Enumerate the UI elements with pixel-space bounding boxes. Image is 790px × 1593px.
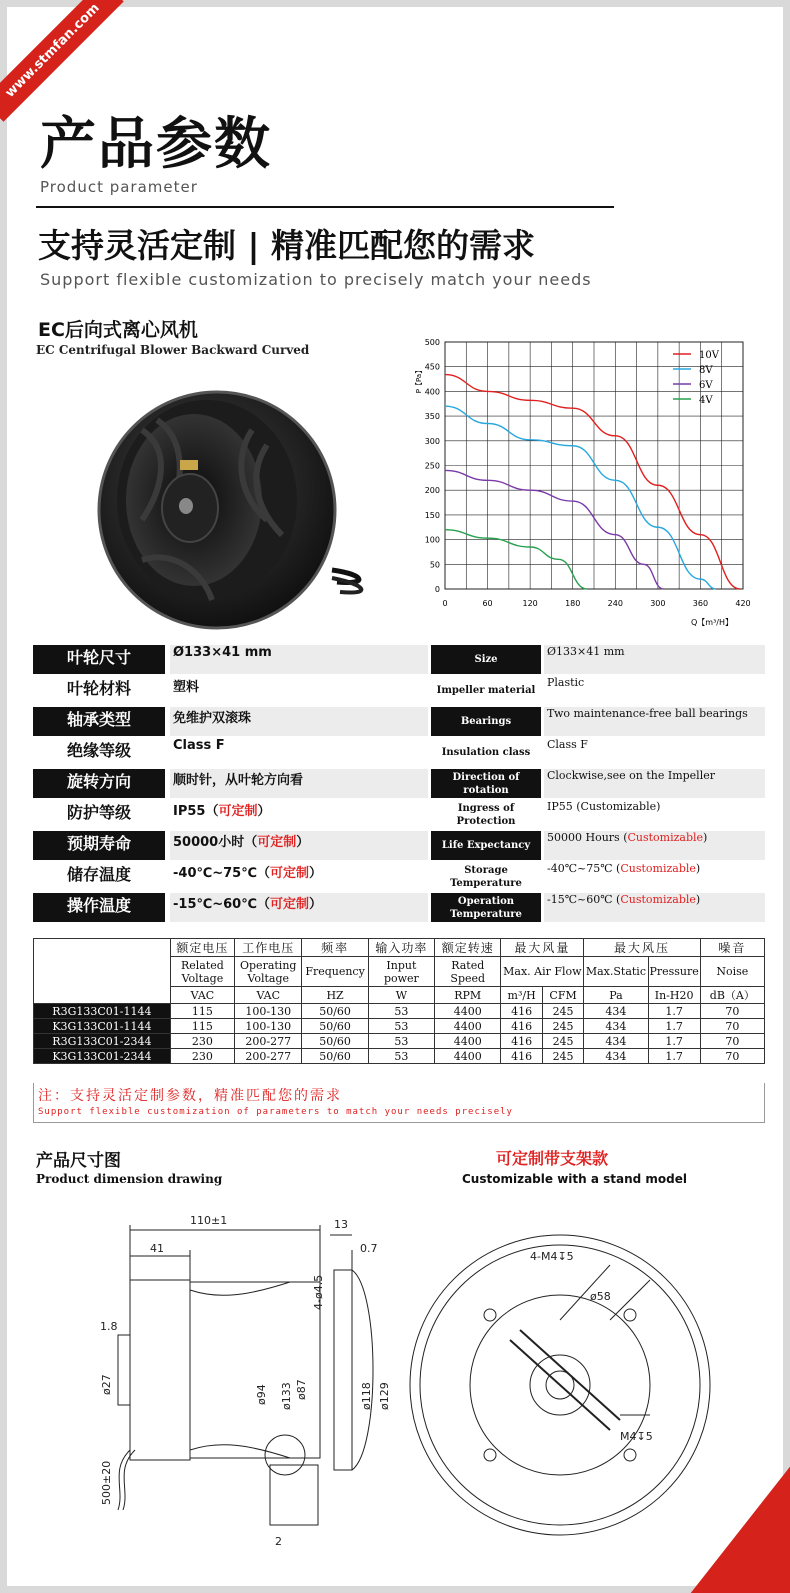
spec-value-text: Two maintenance-free ball bearings xyxy=(547,707,748,720)
spec-row xyxy=(33,769,765,798)
table-corner-cell xyxy=(34,939,171,1004)
side-view-body xyxy=(130,1280,190,1460)
spec-value-text: Ø133×41 mm xyxy=(173,645,272,660)
header-en: Frequency xyxy=(302,957,368,987)
unit-cell: m³/H xyxy=(501,987,542,1004)
spec-label-cn: 绝缘等级 xyxy=(66,741,131,760)
unit-cell: VAC xyxy=(170,987,234,1004)
table-cell: 230 xyxy=(170,1049,234,1064)
unit-cell: dB（A） xyxy=(700,987,764,1004)
dim-label: ø94 xyxy=(255,1384,268,1405)
table-cell: 70 xyxy=(700,1034,764,1049)
dim-label: M4↧5 xyxy=(620,1430,653,1443)
dim-label: 110±1 xyxy=(190,1214,228,1227)
table-cell: 100-130 xyxy=(235,1004,302,1019)
spec-label-en: Operation Temperature xyxy=(431,893,541,922)
table-cell: 4400 xyxy=(435,1019,501,1034)
corner-item-en: Iterm xyxy=(126,957,160,971)
table-cell: 53 xyxy=(368,1049,434,1064)
stand-title-en: Customizable with a stand model xyxy=(462,1172,687,1186)
spec-label-en: Impeller material xyxy=(436,685,536,696)
chart-legend-label: 4V xyxy=(699,395,713,406)
customizable-tag: 可定制 xyxy=(218,804,258,819)
chart-ytick: 400 xyxy=(424,387,440,397)
chart-xlabel: Q【m³/H】 xyxy=(690,618,733,627)
table-cell: 245 xyxy=(542,1004,583,1019)
spec-value-text: 免维护双滚珠 xyxy=(173,711,252,726)
spec-row xyxy=(33,707,765,736)
table-cell: 230 xyxy=(170,1034,234,1049)
chart-ytick: 0 xyxy=(434,585,440,594)
chart-xtick: 180 xyxy=(565,599,581,608)
chart-ytick: 450 xyxy=(424,362,440,372)
table-cell: 53 xyxy=(368,1004,434,1019)
model-cell: R3G133C01-2344 xyxy=(34,1034,171,1049)
chart-xtick: 0 xyxy=(442,599,448,608)
dimension-drawing xyxy=(90,1210,770,1550)
spec-label-en: Direction of rotation xyxy=(431,769,541,798)
header-cn: 工作电压 xyxy=(235,939,302,957)
spec-label-cn: 旋转方向 xyxy=(33,769,165,798)
dimension-title-en: Product dimension drawing xyxy=(36,1172,223,1186)
spec-value-en xyxy=(544,707,765,736)
dim-label: 4-ø4.5 xyxy=(312,1274,325,1310)
header-cn: 频率 xyxy=(302,939,368,957)
spec-label-en: Storage Temperature xyxy=(450,864,522,889)
slogan: 支持灵活定制 | 精准匹配您的需求 xyxy=(38,226,536,265)
side-view-impeller xyxy=(190,1282,320,1458)
dim-label: 41 xyxy=(150,1242,164,1255)
spec-value-text: 塑料 xyxy=(173,680,200,695)
table-cell: 416 xyxy=(501,1034,542,1049)
table-cell: 1.7 xyxy=(648,1004,700,1019)
dim-label: 0.7 xyxy=(360,1242,378,1255)
chart-legend-label: 6V xyxy=(699,380,713,391)
corner-model-cn: 型号 xyxy=(46,969,71,983)
chart-ytick: 350 xyxy=(424,412,440,422)
table-cell: 416 xyxy=(501,1049,542,1064)
table-cell: 245 xyxy=(542,1034,583,1049)
dim-label: 2 xyxy=(275,1535,282,1548)
dim-label: ø87 xyxy=(295,1379,308,1400)
spec-close: ) xyxy=(695,893,701,906)
table-cell: 115 xyxy=(170,1004,234,1019)
note-en: Support flexible customization of parameters to match your needs precisely xyxy=(38,1107,513,1117)
stand-title: 可定制带支架款 xyxy=(496,1149,609,1168)
chart-legend-label: 10V xyxy=(699,350,719,361)
header-en: Operating Voltage xyxy=(235,957,302,987)
unit-cell: W xyxy=(368,987,434,1004)
table-cell: 50/60 xyxy=(302,1019,368,1034)
spec-value-text: Class F xyxy=(547,738,588,751)
unit-cell: RPM xyxy=(435,987,501,1004)
spec-row xyxy=(33,831,765,860)
chart-ytick: 50 xyxy=(429,560,440,570)
header-en: Noise xyxy=(700,957,764,987)
page-title: 产品参数 xyxy=(40,112,272,177)
spec-value-text: -15℃~60℃（ xyxy=(173,897,270,912)
spec-row xyxy=(33,738,765,767)
performance-chart xyxy=(405,335,780,630)
spec-value-cn xyxy=(170,800,428,829)
table-cell: 416 xyxy=(501,1004,542,1019)
header-cn: 最大风量 xyxy=(501,939,584,957)
spec-value-cn xyxy=(170,862,428,891)
brand-ribbon[interactable]: www.stmfan.com xyxy=(0,0,124,122)
unit-cell: HZ xyxy=(302,987,368,1004)
chart-ytick: 100 xyxy=(424,535,440,545)
table-cell: 115 xyxy=(170,1019,234,1034)
spec-close: ） xyxy=(308,866,322,881)
spec-label-en: Size xyxy=(431,645,541,674)
note-box xyxy=(33,1083,765,1123)
spec-row xyxy=(33,893,765,922)
model-cell: K3G133C01-1144 xyxy=(34,1019,171,1034)
spec-value-text: Ø133×41 mm xyxy=(547,645,625,658)
table-row xyxy=(34,1034,765,1049)
note-cn: 注：支持灵活定制参数，精准匹配您的需求 xyxy=(38,1088,342,1104)
corner-ribbon xyxy=(686,1459,790,1593)
unit-cell: In-H20 xyxy=(648,987,700,1004)
customizable-tag: Customizable xyxy=(620,862,696,875)
spec-close: ） xyxy=(308,897,322,912)
spec-label-cn: 操作温度 xyxy=(33,893,165,922)
header-cn: 输入功率 xyxy=(368,939,434,957)
fan-product-image xyxy=(82,360,372,650)
table-cell: 434 xyxy=(584,1019,648,1034)
table-cell: 200-277 xyxy=(235,1034,302,1049)
customizable-tag: 可定制 xyxy=(257,835,297,850)
table-cell: 200-277 xyxy=(235,1049,302,1064)
spec-label-cn: 叶轮尺寸 xyxy=(33,645,165,674)
header-en: Pressure xyxy=(648,957,700,987)
spec-row xyxy=(33,645,765,674)
table-cell: 434 xyxy=(584,1004,648,1019)
table-cell: 4400 xyxy=(435,1034,501,1049)
table-cell: 1.7 xyxy=(648,1019,700,1034)
spec-value-en xyxy=(544,769,765,798)
spec-value-en xyxy=(544,831,765,860)
spec-close: ） xyxy=(296,835,310,850)
spec-value-cn xyxy=(170,645,428,674)
spec-label-en: Life Expectancy xyxy=(431,831,541,860)
dim-label: ø129 xyxy=(378,1382,391,1410)
header-cn: 最大风压 xyxy=(584,939,700,957)
spec-value-text: 50000 Hours ( xyxy=(547,831,628,844)
chart-ytick: 200 xyxy=(424,486,440,496)
table-row xyxy=(34,1004,765,1019)
chart-xtick: 300 xyxy=(650,599,666,608)
spec-value-text: IP55 (Customizable) xyxy=(547,800,661,813)
corner-item-cn: 项目 xyxy=(133,942,158,956)
title-divider xyxy=(36,206,614,208)
dim-label: ø133 xyxy=(280,1382,293,1410)
page-title-en: Product parameter xyxy=(40,178,198,196)
header-cn: 额定电压 xyxy=(170,939,234,957)
spec-row xyxy=(33,862,765,891)
spec-row xyxy=(33,800,765,829)
spec-value-text: Clockwise,see on the Impeller xyxy=(547,769,715,782)
table-cell: 4400 xyxy=(435,1049,501,1064)
chart-ytick: 300 xyxy=(424,436,440,446)
dim-label: 1.8 xyxy=(100,1320,118,1333)
header-cn: 额定转速 xyxy=(435,939,501,957)
spec-label-cn: 叶轮材料 xyxy=(66,679,131,698)
customizable-tag: 可定制 xyxy=(269,897,309,912)
dim-label: 4-M4↧5 xyxy=(530,1250,574,1263)
chart-xtick: 420 xyxy=(735,599,751,608)
spec-value-text: -15℃~60℃ ( xyxy=(547,893,621,906)
spec-value-text: Plastic xyxy=(547,676,585,689)
table-cell: 4400 xyxy=(435,1004,501,1019)
product-name-en: EC Centrifugal Blower Backward Curved xyxy=(36,343,310,357)
table-cell: 53 xyxy=(368,1019,434,1034)
table-cell: 50/60 xyxy=(302,1034,368,1049)
model-cell: K3G133C01-2344 xyxy=(34,1049,171,1064)
table-cell: 434 xyxy=(584,1034,648,1049)
table-row xyxy=(34,1049,765,1064)
header-cn: 噪音 xyxy=(700,939,764,957)
spec-value-cn xyxy=(170,707,428,736)
customizable-tag: 可定制 xyxy=(269,866,309,881)
middle-view-flange xyxy=(334,1270,352,1470)
unit-cell: VAC xyxy=(235,987,302,1004)
chart-legend-label: 8V xyxy=(699,365,713,376)
spec-value-cn xyxy=(170,769,428,798)
spec-row xyxy=(33,676,765,705)
table-row xyxy=(34,1019,765,1034)
chart-xtick: 60 xyxy=(482,599,493,608)
table-cell: 50/60 xyxy=(302,1004,368,1019)
header-en: Input power xyxy=(368,957,434,987)
spec-value-en xyxy=(544,738,765,767)
spec-value-en xyxy=(544,893,765,922)
unit-cell: CFM xyxy=(542,987,583,1004)
spec-value-text: -40℃~75℃ ( xyxy=(547,862,621,875)
table-cell: 53 xyxy=(368,1034,434,1049)
dim-label: 500±20 xyxy=(100,1460,113,1505)
dim-label: ø58 xyxy=(590,1290,611,1303)
header-en: Rated Speed xyxy=(435,957,501,987)
spec-value-cn xyxy=(170,831,428,860)
table-cell: 1.7 xyxy=(648,1034,700,1049)
table-cell: 70 xyxy=(700,1049,764,1064)
spec-value-en xyxy=(544,800,765,829)
dim-label: ø118 xyxy=(360,1382,373,1410)
spec-value-en xyxy=(544,676,765,705)
chart-ytick: 250 xyxy=(424,461,440,471)
slogan-en: Support flexible customization to precisely match your needs xyxy=(40,270,592,289)
chart-ytick: 500 xyxy=(424,338,440,347)
spec-value-cn xyxy=(170,738,428,767)
table-cell: 50/60 xyxy=(302,1049,368,1064)
unit-cell: Pa xyxy=(584,987,648,1004)
spec-value-text: -40℃~75℃（ xyxy=(173,866,270,881)
spec-label-en: Insulation class xyxy=(441,747,531,758)
spec-value-en xyxy=(544,645,765,674)
spec-label-cn: 预期寿命 xyxy=(33,831,165,860)
product-name: EC后向式离心风机 xyxy=(38,319,198,341)
table-cell: 70 xyxy=(700,1019,764,1034)
header-en: Related Voltage xyxy=(170,957,234,987)
chart-xtick: 360 xyxy=(692,599,709,608)
spec-close: ) xyxy=(695,862,701,875)
table-cell: 245 xyxy=(542,1049,583,1064)
spec-label-en: Ingress of Protection xyxy=(456,802,516,827)
spec-value-text: 顺时针，从叶轮方向看 xyxy=(173,773,304,788)
spec-value-cn xyxy=(170,893,428,922)
spec-value-cn xyxy=(170,676,428,705)
customizable-tag: Customizable xyxy=(627,831,704,844)
spec-label-cn: 储存温度 xyxy=(66,865,131,884)
spec-value-text: Class F xyxy=(173,738,225,753)
spec-close: ) xyxy=(703,831,708,844)
table-cell: 434 xyxy=(584,1049,648,1064)
dim-label: 13 xyxy=(334,1218,348,1231)
chart-ylabel: P【Pa】 xyxy=(415,366,423,394)
spec-label-en: Bearings xyxy=(431,707,541,736)
spec-value-text: 50000小时（ xyxy=(173,835,258,850)
spec-label-cn: 轴承类型 xyxy=(33,707,165,736)
chart-ytick: 150 xyxy=(424,510,440,520)
table-cell: 100-130 xyxy=(235,1019,302,1034)
customizable-tag: Customizable xyxy=(620,893,696,906)
model-table xyxy=(33,938,765,1064)
dimension-title: 产品尺寸图 xyxy=(36,1151,121,1171)
side-view-hub xyxy=(118,1335,130,1405)
dim-label: ø27 xyxy=(100,1374,113,1395)
spec-value-text: IP55（ xyxy=(173,804,219,819)
spec-label-cn: 防护等级 xyxy=(66,803,131,822)
chart-xtick: 240 xyxy=(607,599,623,608)
table-cell: 245 xyxy=(542,1019,583,1034)
spec-value-en xyxy=(544,862,765,891)
header-en: Max.Static xyxy=(584,957,648,987)
table-cell: 416 xyxy=(501,1019,542,1034)
corner-model-en: Mode xyxy=(46,984,81,998)
table-cell: 70 xyxy=(700,1004,764,1019)
table-cell: 1.7 xyxy=(648,1049,700,1064)
model-cell: R3G133C01-1144 xyxy=(34,1004,171,1019)
header-en: Max. Air Flow xyxy=(501,957,584,987)
chart-xtick: 120 xyxy=(522,599,538,608)
spec-close: ） xyxy=(257,804,271,819)
